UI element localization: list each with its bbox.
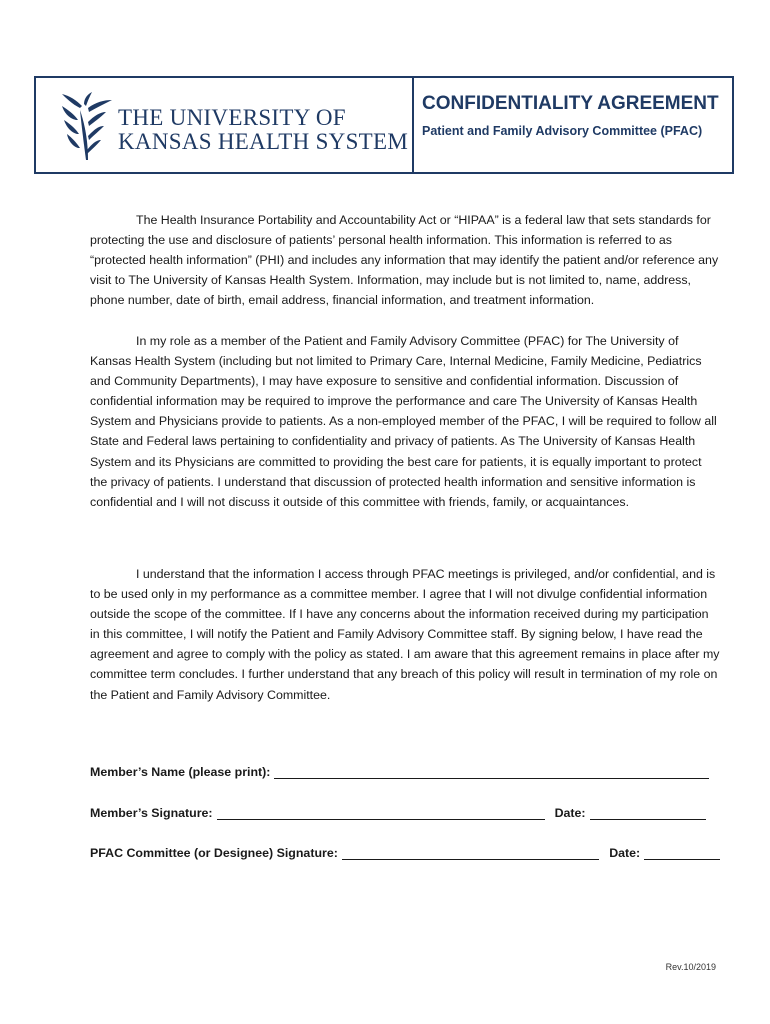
paragraph-role-text: In my role as a member of the Patient and Family Advisory Committee (PFAC) for The University of Kansas Health System (including but not limited to Primary Care, Internal Medicine, Family Medicine, Pediatrics and Community Departments), I may have exposure to sensitive and confidential information. Discussion of confidential information may be required to improve the performance and care The University of Kansas Health System and Physicians provide to patients. As a non-employed member of the PFAC, I will be required to follow all State and Federal laws pertaining to confidentiality and privacy of patients. As The University of Kansas Health System and its Physicians are committed to providing the best care for patients, it is equally important to protect the privacy of patients. I understand that discussion of protected health information and sensitive information is confidential and I will not discuss it outside of this committee with friends, family, or acquaintances. <box>90 334 717 509</box>
member-date-label: Date: <box>554 806 586 820</box>
member-date-field[interactable] <box>590 807 706 820</box>
logo-line-1: THE UNIVERSITY OF <box>118 105 346 130</box>
wheat-logo-icon <box>58 90 114 164</box>
logo <box>36 78 414 172</box>
header-box <box>34 76 734 174</box>
member-signature-label: Member’s Signature: <box>90 806 213 820</box>
document-title: CONFIDENTIALITY AGREEMENT <box>422 93 719 114</box>
pfac-signature-field[interactable] <box>342 847 599 860</box>
paragraph-hipaa <box>90 210 720 310</box>
member-name-label: Member’s Name (please print): <box>90 765 271 779</box>
member-name-row <box>90 765 720 779</box>
paragraph-role <box>90 331 720 512</box>
document-subtitle: Patient and Family Advisory Committee (PFAC) <box>422 124 703 138</box>
pfac-date-label: Date: <box>609 846 641 860</box>
member-signature-row <box>90 806 720 820</box>
pfac-signature-label: PFAC Committee (or Designee) Signature: <box>90 846 338 860</box>
paragraph-understanding <box>90 564 720 705</box>
revision-note: Rev.10/2019 <box>665 962 716 972</box>
member-signature-field[interactable] <box>217 807 545 820</box>
pfac-date-field[interactable] <box>644 847 720 860</box>
paragraph-hipaa-text: The Health Insurance Portability and Accountability Act or “HIPAA” is a federal law that sets standards for protecting the use and disclosure of patients’ personal health information. This information is referred to as “protected health information” (PHI) and includes any information that may identify the patient and/or reference any visit to The University of Kansas Health System. Information, may include but is not limited to, name, address, phone number, date of birth, email address, financial information, and treatment information. <box>90 213 719 308</box>
member-name-field[interactable] <box>274 766 709 779</box>
pfac-signature-row <box>90 846 720 860</box>
logo-line-2: KANSAS HEALTH SYSTEM <box>118 129 409 154</box>
paragraph-understanding-text: I understand that the information I access through PFAC meetings is privileged, and/or confidential, and is to be used only in my performance as a committee member. I agree that I will not divulge confidential information outside the scope of the committee. If I have any concerns about the information received during my participation in this committee, I will notify the Patient and Family Advisory Committee staff. By signing below, I have read the agreement and agree to comply with the policy as stated. I am aware that this agreement remains in place after my committee term concludes. I further understand that any breach of this policy will result in termination of my role on the Patient and Family Advisory Committee. <box>90 567 720 702</box>
title-cell <box>414 78 732 172</box>
